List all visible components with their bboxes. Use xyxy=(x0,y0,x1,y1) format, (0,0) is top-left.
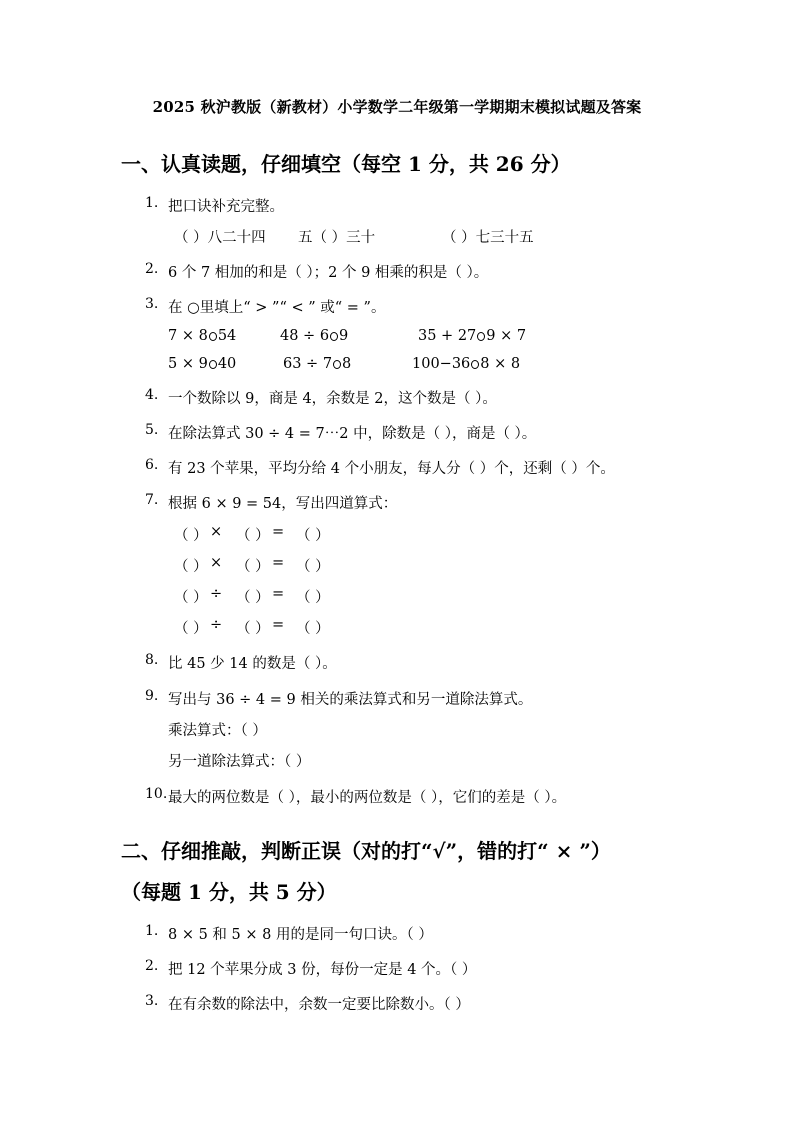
blank: （ ） xyxy=(236,621,270,637)
q3-compare-6-left: 100−36 xyxy=(412,356,471,372)
q3-compare-1-right: 54 xyxy=(217,328,237,344)
q3-compare-2-right: 9 xyxy=(339,328,349,344)
q6-text: 有 23 个苹果，平均分给 4 个小朋友，每人分（ ）个，还剩（ ）个。 xyxy=(168,461,615,477)
blank: （ ） xyxy=(174,559,208,575)
q4-number: 4. xyxy=(145,387,159,403)
compare-circle[interactable] xyxy=(471,360,479,369)
q5-text: 在除法算式 30 ÷ 4 = 7⋯2 中，除数是（ ），商是（ ）。 xyxy=(168,426,537,442)
equals: = xyxy=(272,617,285,633)
q3-compare-6 xyxy=(412,356,520,372)
q3-compare-5 xyxy=(283,356,351,372)
q9-text: 写出与 36 ÷ 4 = 9 相关的乘法算式和另一道除法算式。 xyxy=(168,692,533,708)
q3-compare-2-left: 48 ÷ 6 xyxy=(280,328,330,344)
operator: ÷ xyxy=(210,586,223,602)
q1-item-3: （ ）七三十五 xyxy=(442,230,534,246)
operator: ÷ xyxy=(210,617,223,633)
section-1-heading: 一、认真读题，仔细填空（每空 1 分，共 26 分） xyxy=(121,152,571,176)
q3-compare-3-left: 35 + 27 xyxy=(418,328,477,344)
q5-number: 5. xyxy=(145,422,159,438)
q1-item-2: 五（ ）三十 xyxy=(298,230,376,246)
blank: （ ） xyxy=(296,559,330,575)
operator: × xyxy=(210,555,223,571)
s2-q1-number: 1. xyxy=(145,923,159,939)
q3-compare-1-left: 7 × 8 xyxy=(168,328,208,344)
q3-compare-3-right: 9 × 7 xyxy=(486,328,527,344)
q2-number: 2. xyxy=(145,261,159,277)
q3-compare-2 xyxy=(280,328,348,344)
q1-text: 把口诀补充完整。 xyxy=(168,199,284,215)
compare-circle[interactable] xyxy=(333,360,341,369)
q9-number: 9. xyxy=(145,688,159,704)
blank: （ ） xyxy=(296,621,330,637)
q4-text: 一个数除以 9，商是 4，余数是 2，这个数是（ ）。 xyxy=(168,391,497,407)
blank: （ ） xyxy=(174,528,208,544)
equals: = xyxy=(272,586,285,602)
q10-number: 10. xyxy=(145,786,168,802)
q9-multiplication-line: 乘法算式：（ ） xyxy=(168,723,267,739)
q3-compare-6-right: 8 × 8 xyxy=(480,356,521,372)
blank: （ ） xyxy=(296,528,330,544)
q3-number: 3. xyxy=(145,296,159,312)
q3-compare-4-left: 5 × 9 xyxy=(168,356,208,372)
compare-circle[interactable] xyxy=(209,360,217,369)
q6-number: 6. xyxy=(145,457,159,473)
s2-q2-text: 把 12 个苹果分成 3 份，每份一定是 4 个。（ ） xyxy=(168,962,477,978)
blank: （ ） xyxy=(236,528,270,544)
q3-compare-4-right: 40 xyxy=(217,356,237,372)
q3-compare-5-left: 63 ÷ 7 xyxy=(283,356,333,372)
s2-q3-text: 在有余数的除法中，余数一定要比除数小。（ ） xyxy=(168,997,470,1013)
s2-q3-number: 3. xyxy=(145,993,159,1009)
section-2-subheading: （每题 1 分，共 5 分） xyxy=(121,880,337,904)
q8-number: 8. xyxy=(145,652,159,668)
equals: = xyxy=(272,524,285,540)
compare-circle[interactable] xyxy=(477,332,485,341)
compare-circle[interactable] xyxy=(209,332,217,341)
document-title: 2025 秋沪教版（新教材）小学数学二年级第一学期期末模拟试题及答案 xyxy=(152,98,642,116)
q3-compare-4 xyxy=(168,356,236,372)
equals: = xyxy=(272,555,285,571)
q8-text: 比 45 少 14 的数是（ ）。 xyxy=(168,656,337,672)
blank: （ ） xyxy=(236,559,270,575)
operator: × xyxy=(210,524,223,540)
q3-compare-1 xyxy=(168,328,236,344)
q3-compare-3 xyxy=(418,328,526,344)
q3-text: 在 ○里填上“ > ”“ < ” 或“ = ”。 xyxy=(168,300,386,316)
section-2-heading: 二、仔细推敲，判断正误（对的打“√”，错的打“ × ”） xyxy=(121,839,611,863)
s2-q2-number: 2. xyxy=(145,958,159,974)
q10-text: 最大的两位数是（ ），最小的两位数是（ ），它们的差是（ ）。 xyxy=(168,790,567,806)
blank: （ ） xyxy=(296,590,330,606)
q1-item-1: （ ）八二十四 xyxy=(174,230,266,246)
q7-number: 7. xyxy=(145,492,159,508)
q3-compare-5-right: 8 xyxy=(342,356,352,372)
blank: （ ） xyxy=(174,590,208,606)
q9-division-line: 另一道除法算式：（ ） xyxy=(168,754,311,770)
compare-circle[interactable] xyxy=(330,332,338,341)
q7-text: 根据 6 × 9 = 54，写出四道算式： xyxy=(168,496,398,512)
blank: （ ） xyxy=(236,590,270,606)
s2-q1-text: 8 × 5 和 5 × 8 用的是同一句口诀。（ ） xyxy=(168,927,433,943)
q2-text: 6 个 7 相加的和是（ ）；2 个 9 相乘的积是（ ）。 xyxy=(168,265,489,281)
blank: （ ） xyxy=(174,621,208,637)
q1-number: 1. xyxy=(145,195,159,211)
